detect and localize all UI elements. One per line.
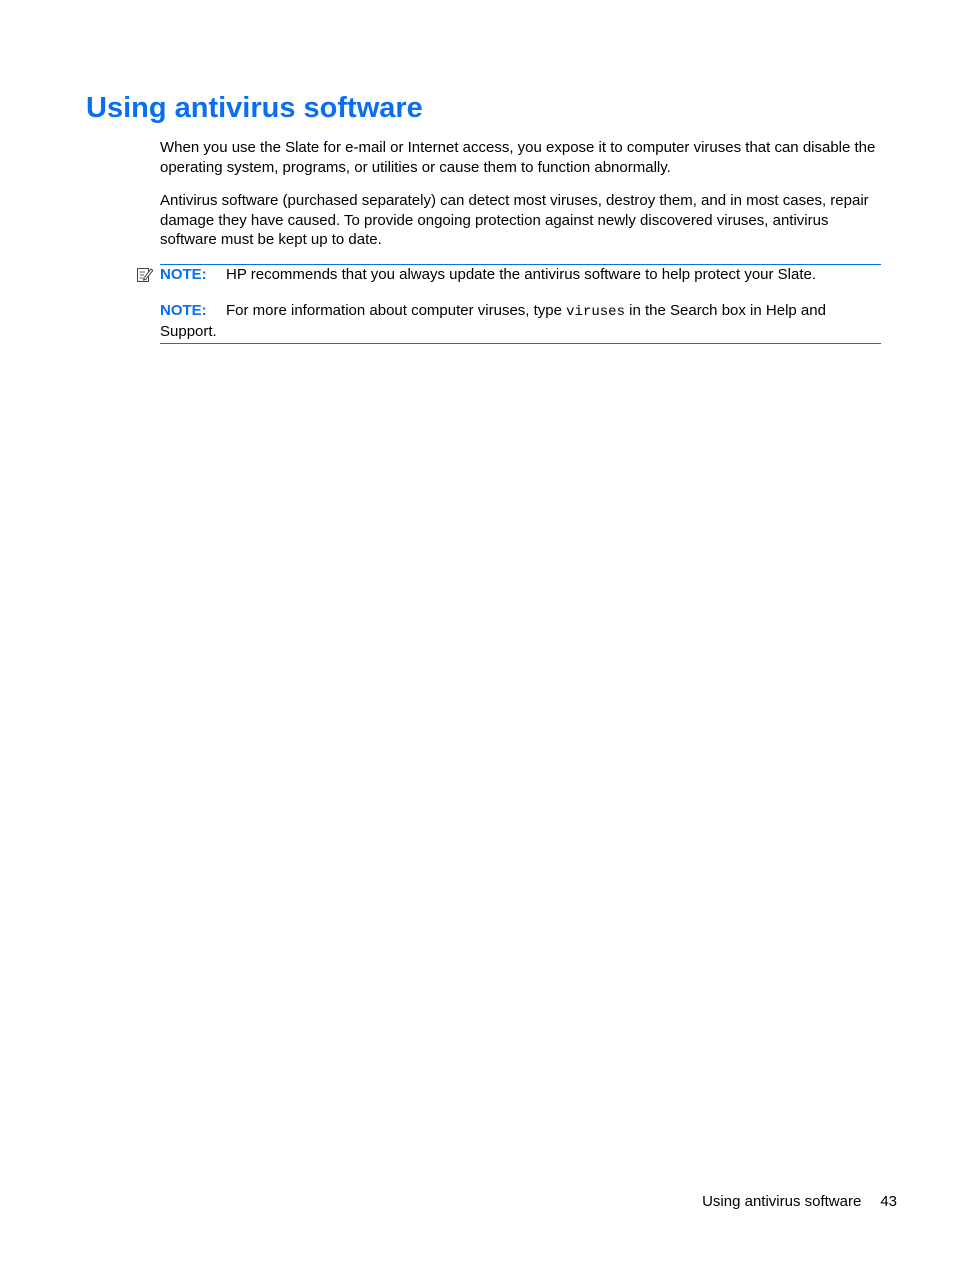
note-2-text-before: For more information about computer viruses, type — [226, 302, 562, 319]
note-2-code: viruses — [566, 304, 625, 320]
note-pencil-icon — [136, 265, 154, 283]
page-title: Using antivirus software — [86, 92, 423, 124]
note-label: NOTE: — [160, 302, 207, 319]
note-1 — [160, 265, 881, 285]
page-footer — [702, 1192, 897, 1212]
antivirus-paragraph: Antivirus software (purchased separately) can detect most viruses, destroy them, and in most cases, repair damage they have caused. To provide ongoing protection against newly discovered viruses, antivirus software must be kept up to date. — [160, 192, 869, 248]
intro-paragraph: When you use the Slate for e-mail or Internet access, you expose it to computer viruses that can disable the operating system, programs, or utilities or cause them to function abnormally. — [160, 139, 876, 176]
note-label: NOTE: — [160, 266, 207, 283]
note-1-text: HP recommends that you always update the antivirus software to help protect your Slate. — [226, 266, 817, 283]
page-number: 43 — [880, 1193, 897, 1210]
note-2 — [160, 301, 881, 342]
note-2-text-after: in the Search box in Help and Support. — [160, 302, 826, 340]
note-block — [160, 264, 881, 344]
footer-section-title: Using antivirus software — [702, 1193, 862, 1210]
